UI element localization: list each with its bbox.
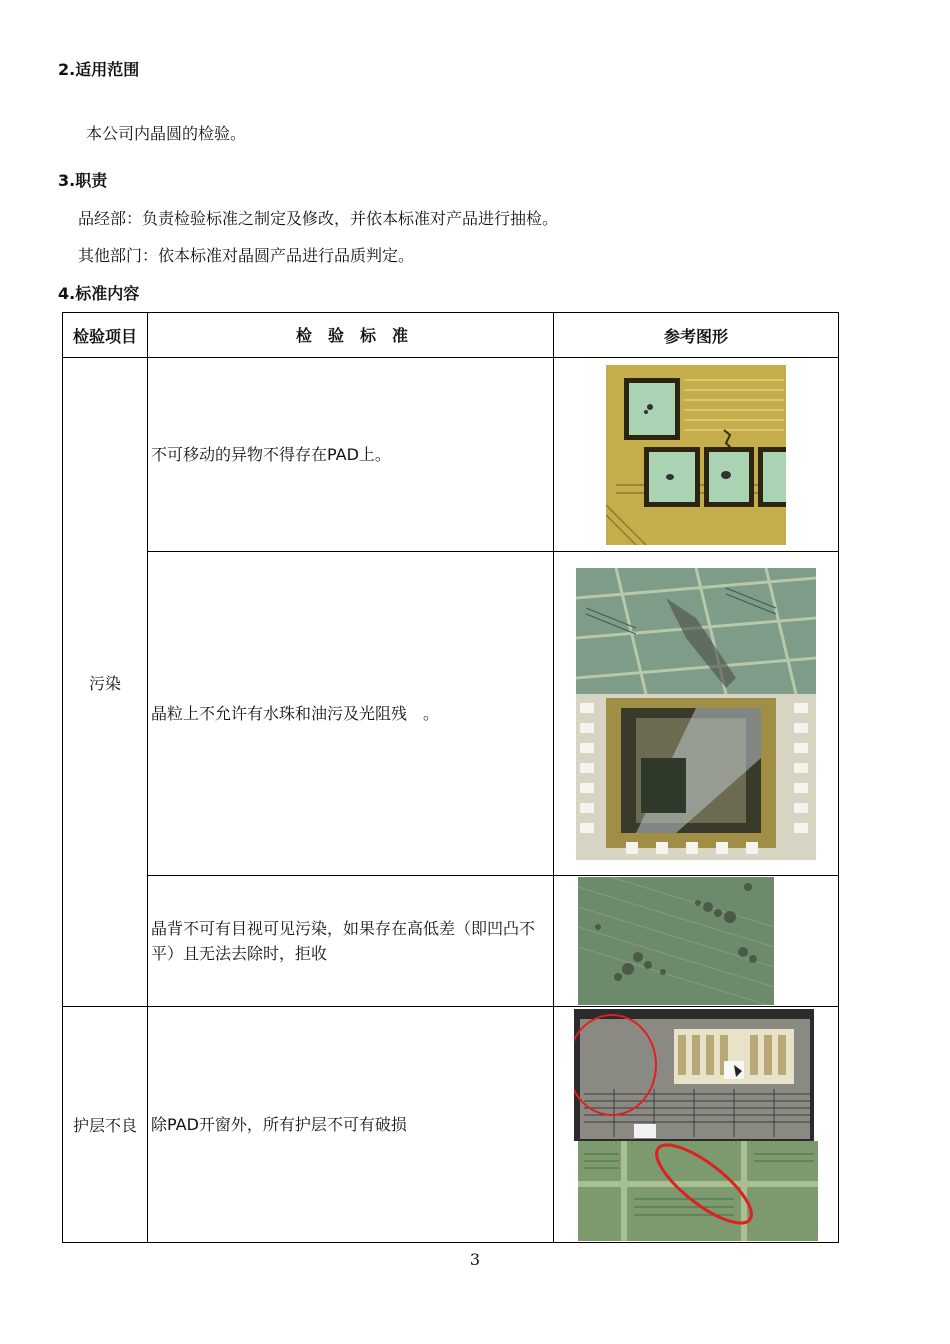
wafer-back-stain-photo	[578, 877, 774, 1005]
section-scope-text: 本公司内晶圆的检验。	[86, 124, 247, 143]
table-row	[63, 358, 839, 552]
header-inspection-item: 检验项目	[63, 313, 148, 358]
header-reference-figure: 参考图形	[554, 313, 839, 358]
standard-text: 晶粒上不允许有水珠和油污及光阻残 。	[148, 552, 554, 876]
item-passivation-defect: 护层不良	[63, 1007, 148, 1243]
section-duty-line2: 其他部门：依本标准对晶圆产品进行品质判定。	[78, 246, 415, 265]
pad-foreign-matter-photo	[606, 365, 786, 545]
standard-text: 不可移动的异物不得存在PAD上。	[148, 358, 554, 552]
table-row	[63, 1007, 839, 1243]
standard-text: 晶背不可有目视可见污染，如果存在高低差（即凹凸不平）且无法去除时，拒收	[148, 876, 554, 1007]
item-contamination: 污染	[63, 358, 148, 1007]
reference-figure-cell	[554, 1007, 839, 1243]
section-scope-heading: 2.适用范围	[58, 60, 140, 79]
die-residue-photo	[576, 568, 816, 860]
section-duty-line1: 品经部：负责检验标准之制定及修改，并依本标准对产品进行抽检。	[78, 209, 559, 228]
standard-text: 除PAD开窗外，所有护层不可有破损	[148, 1007, 554, 1243]
section-content-heading: 4.标准内容	[58, 284, 140, 303]
page-number: 3	[469, 1250, 481, 1269]
passivation-damage-photo	[574, 1009, 818, 1241]
table-header-row	[63, 313, 839, 358]
reference-figure-cell	[554, 552, 839, 876]
section-duty-heading: 3.职责	[58, 171, 108, 190]
table-row	[63, 876, 839, 1007]
reference-figure-cell	[554, 876, 839, 1007]
table-row	[63, 552, 839, 876]
reference-figure-cell	[554, 358, 839, 552]
header-inspection-standard: 检 验 标 准	[148, 313, 554, 358]
inspection-standard-table	[62, 312, 839, 1243]
